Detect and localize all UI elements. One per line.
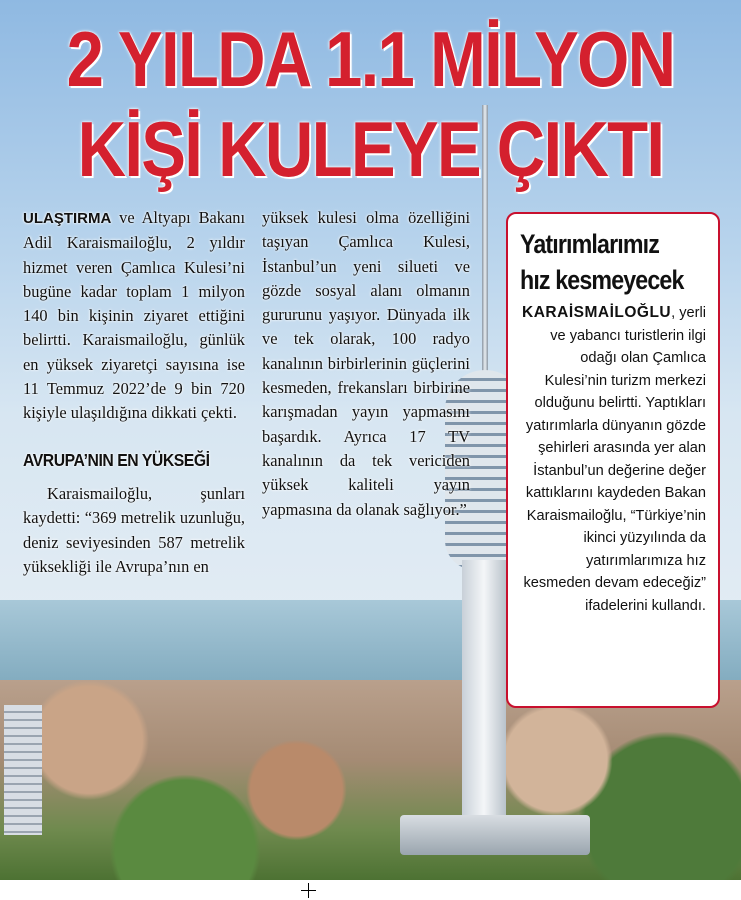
sidebar-body-text: , yerli ve yabancı turistlerin ilgi odağı olan Çamlıca Kulesi’nin turizm merkezi olduğunu belirtti. Yaptıkları yatırımlarla dünyanın gözde şehirleri arasında yer alan İstanbul’un değerine değer kattıklarını kaydeden Bakan Karaismailoğlu, “Türkiye’nin ikinci yüzyılında da yatırımlarımıza hız kesmeden devam edeceğiz” ifadelerini kullandı. — [523, 305, 706, 614]
crop-mark-icon — [301, 883, 316, 898]
article-paragraph-3: yüksek kulesi olma özelliğini taşıyan Çamlıca Kulesi, İstanbul’un yeni silueti ve gözde sosyal alanı olmanın gururunu yaşıyor. Dünyada ilk ve tek olarak, 100 radyo kanalının birbirlerinin güçlerini kesmeden, frekansları birbirine karışmadan yayın yapmasını başardık. Ayrıca 17 TV kanalının da tek vericiden yüksek kaliteli yayın yapmasına da olanak sağlıyor.” — [262, 208, 470, 519]
headline-line-2: KİŞİ KULEYE ÇIKTI — [77, 105, 664, 193]
page-bottom-margin — [0, 880, 741, 900]
tower-base-image — [400, 815, 590, 855]
headline-line-1: 2 YILDA 1.1 MİLYON — [66, 15, 675, 103]
headline — [0, 14, 741, 194]
article-column-1 — [23, 206, 245, 579]
sidebar-box — [506, 212, 720, 708]
sidebar-title-line-2: hız kesmeyecek — [520, 265, 684, 295]
tower-shaft-image — [462, 560, 506, 825]
article-paragraph-1-text: ve Altyapı Bakanı Adil Karaismailoğlu, 2 yıldır hizmet veren Çamlıca Kulesi’ni bugüne kadar toplam 1 milyon 140 bin kişinin ziyaret ettiğini belirtti. Karaismailoğlu, günlük en yüksek ziyaretçi sayısına ise 11 Temmuz 2022’de 9 bin 720 kişiyle ulaşıldığına dikkati çekti. — [23, 208, 245, 423]
sidebar-lead-word: KARAİSMAİLOĞLU — [522, 304, 672, 321]
sidebar-title-line-1: Yatırımlarımız — [520, 229, 659, 259]
article-column-2 — [262, 206, 470, 522]
article-lead-word: ULAŞTIRMA — [23, 210, 112, 227]
sidebar-body — [520, 302, 706, 617]
article-paragraph-1 — [23, 206, 245, 426]
skyscraper-image — [4, 705, 42, 835]
article-paragraph-2: Karaismailoğlu, şunları kaydetti: “369 metrelik uzunluğu, deniz seviyesinden 587 metrelik yüksekliği ile Avrupa’nın en — [23, 483, 245, 576]
city-photo — [0, 680, 741, 880]
article-subheading: AVRUPA’NIN EN YÜKSEĞİ — [23, 449, 210, 470]
